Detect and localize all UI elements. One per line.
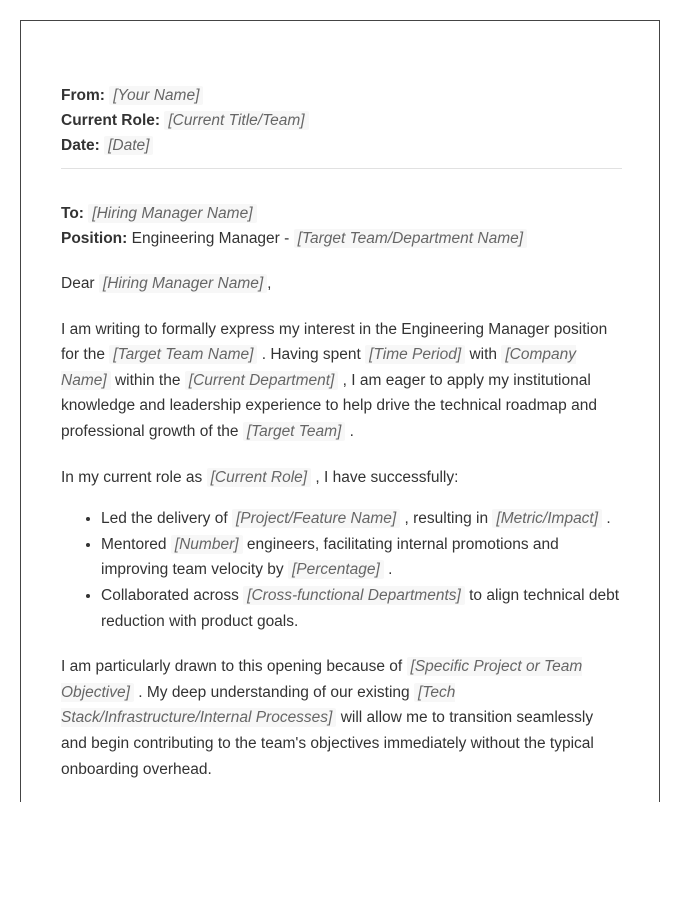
specific-objective-placeholder: [Specific Project or Team Objective] — [61, 658, 583, 701]
motivation-text-1: I am particularly drawn to this opening because of — [61, 658, 403, 676]
motivation-text-2: . My deep understanding of our existing — [138, 683, 410, 701]
letter-header — [61, 83, 622, 158]
recipient-block — [61, 201, 622, 251]
intro-text-6: . — [349, 422, 354, 440]
achievements-text-1: In my current role as — [61, 468, 203, 486]
company-name-placeholder: [Company Name] — [61, 346, 577, 389]
item-text: Collaborated across — [101, 586, 239, 604]
percentage-placeholder: [Percentage] — [288, 560, 384, 579]
intro-text-2: . Having spent — [261, 346, 361, 364]
motivation-paragraph — [61, 654, 622, 782]
to-placeholder: [Hiring Manager Name] — [88, 204, 256, 223]
from-line — [61, 83, 622, 108]
list-item — [101, 506, 622, 532]
intro-text-4: within the — [114, 371, 181, 389]
from-placeholder: [Your Name] — [109, 86, 203, 105]
item-text: to align technical debt reduction with product goals. — [101, 586, 620, 630]
item-text: , resulting in — [404, 510, 489, 528]
salutation — [61, 271, 622, 297]
intro-paragraph — [61, 317, 622, 445]
project-feature-placeholder: [Project/Feature Name] — [232, 509, 400, 528]
letter-page — [20, 20, 660, 802]
item-text: engineers, facilitating internal promotions and improving team velocity by — [101, 535, 559, 579]
current-role-line — [61, 108, 622, 133]
position-label: Position: — [61, 230, 128, 247]
salutation-prefix: Dear — [61, 275, 95, 292]
intro-text-1: I am writing to formally express my interest in the Engineering Manager position for the — [61, 320, 608, 364]
salutation-name-placeholder: [Hiring Manager Name] — [99, 274, 267, 293]
item-text: Mentored — [101, 535, 167, 553]
number-placeholder: [Number] — [171, 535, 243, 554]
achievements-list — [61, 506, 622, 634]
cross-functional-placeholder: [Cross-functional Departments] — [243, 586, 465, 605]
from-label: From: — [61, 87, 105, 104]
tech-stack-placeholder: [Tech Stack/Infrastructure/Internal Processes] — [61, 683, 456, 727]
position-text: Engineering Manager - — [131, 230, 290, 247]
motivation-text-3: will allow me to transition seamlessly and begin contributing to the team's objectives immediately without the typical onboarding overhead. — [61, 709, 594, 778]
to-line — [61, 201, 622, 226]
target-team-placeholder: [Target Team] — [243, 422, 346, 441]
achievements-intro — [61, 465, 622, 491]
header-divider — [61, 168, 622, 169]
time-period-placeholder: [Time Period] — [365, 345, 465, 364]
date-label: Date: — [61, 137, 100, 154]
item-text: . — [606, 510, 611, 528]
metric-impact-placeholder: [Metric/Impact] — [492, 509, 602, 528]
to-label: To: — [61, 205, 84, 222]
position-placeholder: [Target Team/Department Name] — [294, 229, 527, 248]
list-item — [101, 532, 622, 583]
target-team-name-placeholder: [Target Team Name] — [109, 345, 257, 364]
item-text: Led the delivery of — [101, 510, 228, 528]
current-role-inline-placeholder: [Current Role] — [207, 468, 311, 487]
current-role-label: Current Role: — [61, 112, 161, 129]
item-text: . — [388, 561, 393, 579]
current-role-placeholder: [Current Title/Team] — [164, 111, 308, 130]
position-line — [61, 226, 622, 251]
current-department-placeholder: [Current Department] — [185, 371, 339, 390]
salutation-suffix: , — [267, 275, 272, 292]
intro-text-5: , I am eager to apply my institutional knowledge and leadership experience to help drive the technical roadmap and professional growth of the — [61, 371, 597, 440]
date-placeholder: [Date] — [104, 136, 153, 155]
achievements-text-2: , I have successfully: — [315, 468, 459, 486]
list-item — [101, 583, 622, 634]
date-line — [61, 133, 622, 158]
letter-content — [61, 83, 622, 782]
intro-text-3: with — [469, 346, 498, 364]
